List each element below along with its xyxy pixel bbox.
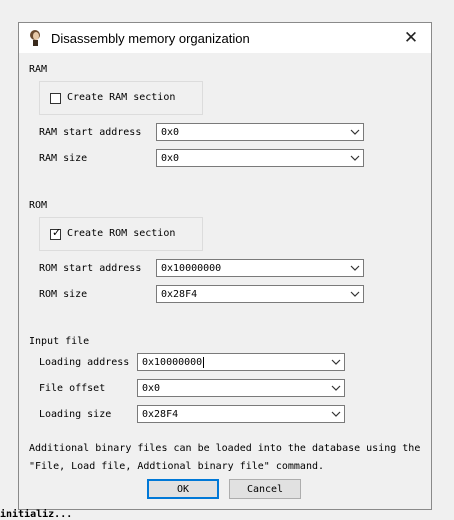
loading-address-label: Loading address [39, 357, 130, 368]
ok-button[interactable]: OK [147, 479, 219, 499]
title-bar[interactable] [19, 23, 431, 53]
ram-size-label: RAM size [39, 153, 88, 164]
ram-start-address-value: 0x0 [161, 127, 180, 138]
chevron-down-icon[interactable] [331, 383, 341, 393]
dialog-title: Disassembly memory organization [51, 31, 250, 46]
rom-size-value: 0x28F4 [161, 289, 198, 300]
ram-start-address-label: RAM start address [39, 127, 142, 138]
chevron-down-icon[interactable] [331, 357, 341, 367]
info-text-line1: Additional binary files can be loaded into the database using the [29, 443, 421, 454]
checkmark-icon: ✓ [52, 226, 62, 239]
rom-section-label: ROM [29, 200, 48, 211]
ram-size-combo[interactable] [156, 149, 364, 167]
ram-start-address-combo[interactable] [156, 123, 364, 141]
create-rom-checkbox[interactable] [50, 226, 62, 240]
loading-address-value: 0x10000000 [142, 357, 203, 368]
ram-size-value: 0x0 [161, 153, 180, 164]
file-offset-value: 0x0 [142, 383, 161, 394]
cancel-button[interactable]: Cancel [229, 479, 301, 499]
create-ram-label[interactable]: Create RAM section [67, 92, 176, 103]
memory-organization-dialog [18, 22, 432, 510]
background-output-text: initializ... [0, 509, 73, 520]
rom-size-combo[interactable] [156, 285, 364, 303]
chevron-down-icon[interactable] [350, 289, 360, 299]
chevron-down-icon[interactable] [331, 409, 341, 419]
create-rom-label[interactable]: Create ROM section [67, 228, 176, 239]
rom-start-address-value: 0x10000000 [161, 263, 222, 274]
ida-app-icon [27, 29, 43, 46]
rom-size-label: ROM size [39, 289, 88, 300]
rom-start-address-combo[interactable] [156, 259, 364, 277]
chevron-down-icon[interactable] [350, 153, 360, 163]
file-offset-combo[interactable] [137, 379, 345, 397]
chevron-down-icon[interactable] [350, 263, 360, 273]
loading-size-combo[interactable] [137, 405, 345, 423]
ram-create-group [39, 81, 203, 115]
text-caret [203, 357, 204, 368]
rom-start-address-label: ROM start address [39, 263, 142, 274]
loading-address-combo[interactable] [137, 353, 345, 371]
close-button[interactable] [391, 23, 431, 53]
info-text-line2: "File, Load file, Addtional binary file" command. [29, 461, 325, 472]
ram-section-label: RAM [29, 64, 48, 75]
loading-size-value: 0x28F4 [142, 409, 179, 420]
loading-address-input[interactable] [142, 357, 204, 368]
loading-size-label: Loading size [39, 409, 112, 420]
input-file-section-label: Input file [29, 336, 90, 347]
rom-create-group [39, 217, 203, 251]
create-ram-checkbox[interactable] [50, 93, 61, 104]
close-icon: ✕ [403, 28, 419, 48]
chevron-down-icon[interactable] [350, 127, 360, 137]
file-offset-label: File offset [39, 383, 106, 394]
